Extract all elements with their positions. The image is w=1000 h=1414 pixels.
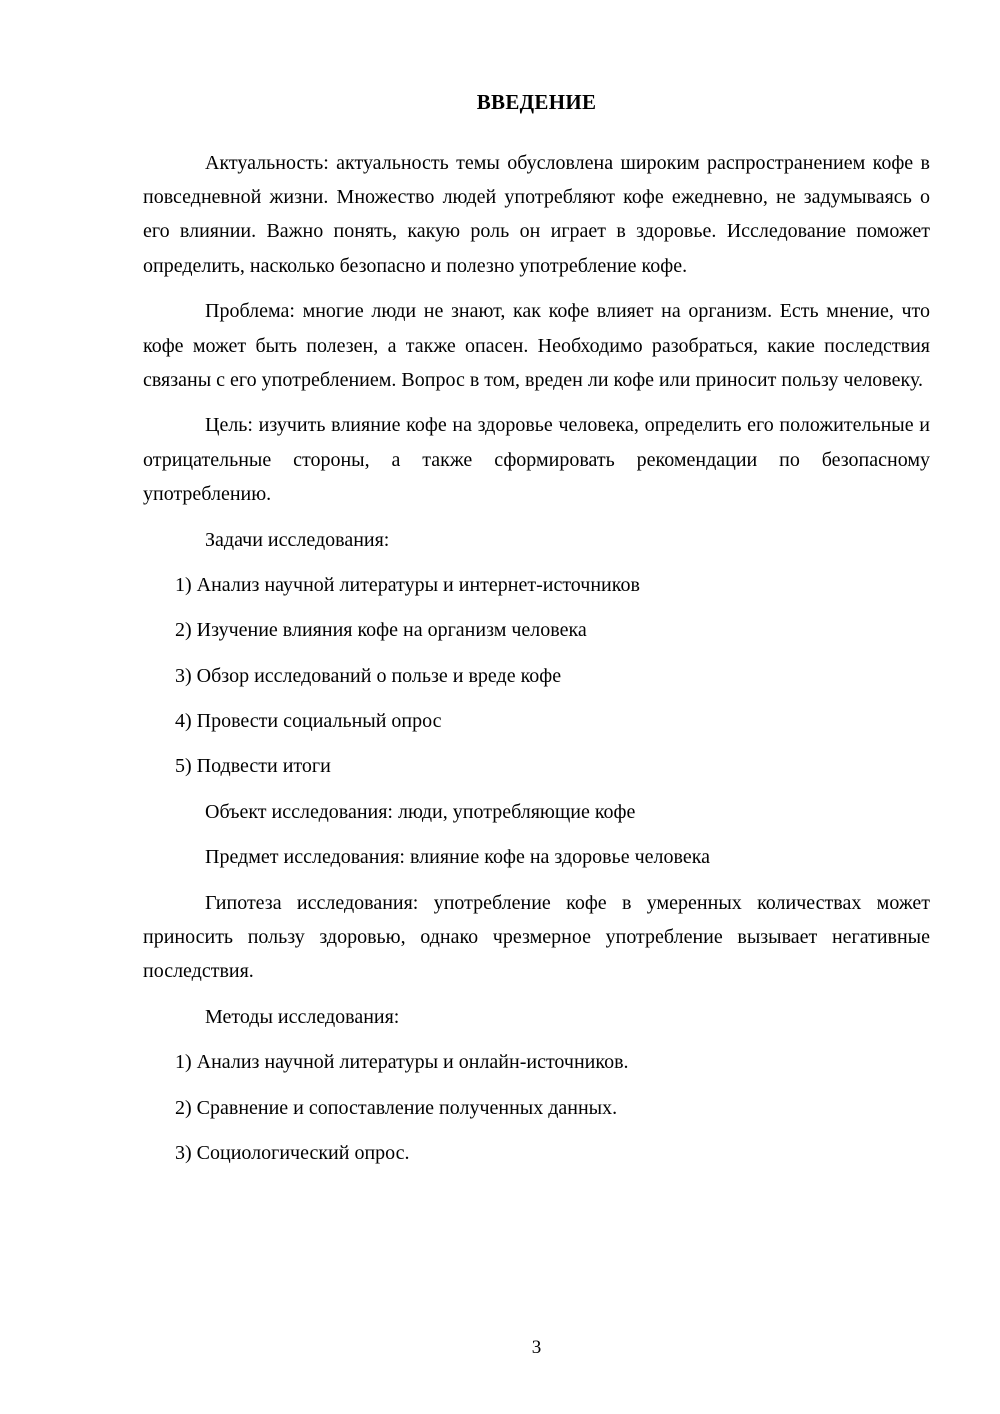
page-title: ВВЕДЕНИЕ xyxy=(476,90,597,114)
task-item-4: 4) Провести социальный опрос xyxy=(175,710,442,733)
paragraph-subject: Предмет исследования: влияние кофе на здоровье человека xyxy=(205,846,710,869)
task-item-2: 2) Изучение влияния кофе на организм человека xyxy=(175,619,587,642)
tasks-heading: Задачи исследования: xyxy=(205,528,390,551)
task-item-3: 3) Обзор исследований о пользе и вреде кофе xyxy=(175,664,562,687)
paragraph-hypothesis: Гипотеза исследования: употребление кофе в умеренных количествах может приносить пользу здоровью, однако чрезмерное употребление вызывает негативные последствия. xyxy=(143,891,930,983)
paragraph-problem: Проблема: многие люди не знают, как кофе влияет на организм. Есть мнение, что кофе может быть полезен, а также опасен. Необходимо разобраться, какие последствия связаны с его употреблением. Вопрос в том, вреден ли кофе или приносит пользу человеку. xyxy=(143,300,930,391)
task-item-1: 1) Анализ научной литературы и интернет-источников xyxy=(175,573,640,596)
method-item-1: 1) Анализ научной литературы и онлайн-источников. xyxy=(175,1051,629,1074)
paragraph-relevance: Актуальность: актуальность темы обусловлена широким распространением кофе в повседневной жизни. Множество людей употребляют кофе ежедневно, не задумываясь о его влиянии. Важно понять, какую роль он играет в здоровье. Исследование поможет определить, насколько безопасно и полезно употребление кофе. xyxy=(143,151,930,277)
page-number: 3 xyxy=(531,1337,542,1358)
paragraph-goal: Цель: изучить влияние кофе на здоровье человека, определить его положительные и отрицательные стороны, а также сформировать рекомендации по безопасному употреблению. xyxy=(143,414,930,506)
task-item-5: 5) Подвести итоги xyxy=(175,755,331,778)
document-page xyxy=(143,86,930,1181)
methods-heading: Методы исследования: xyxy=(205,1005,400,1028)
method-item-2: 2) Сравнение и сопоставление полученных данных. xyxy=(175,1096,618,1119)
methods-list xyxy=(143,1045,930,1170)
method-item-3: 3) Социологический опрос. xyxy=(175,1141,410,1164)
paragraph-object: Объект исследования: люди, употребляющие кофе xyxy=(205,800,636,823)
tasks-list xyxy=(143,568,930,784)
